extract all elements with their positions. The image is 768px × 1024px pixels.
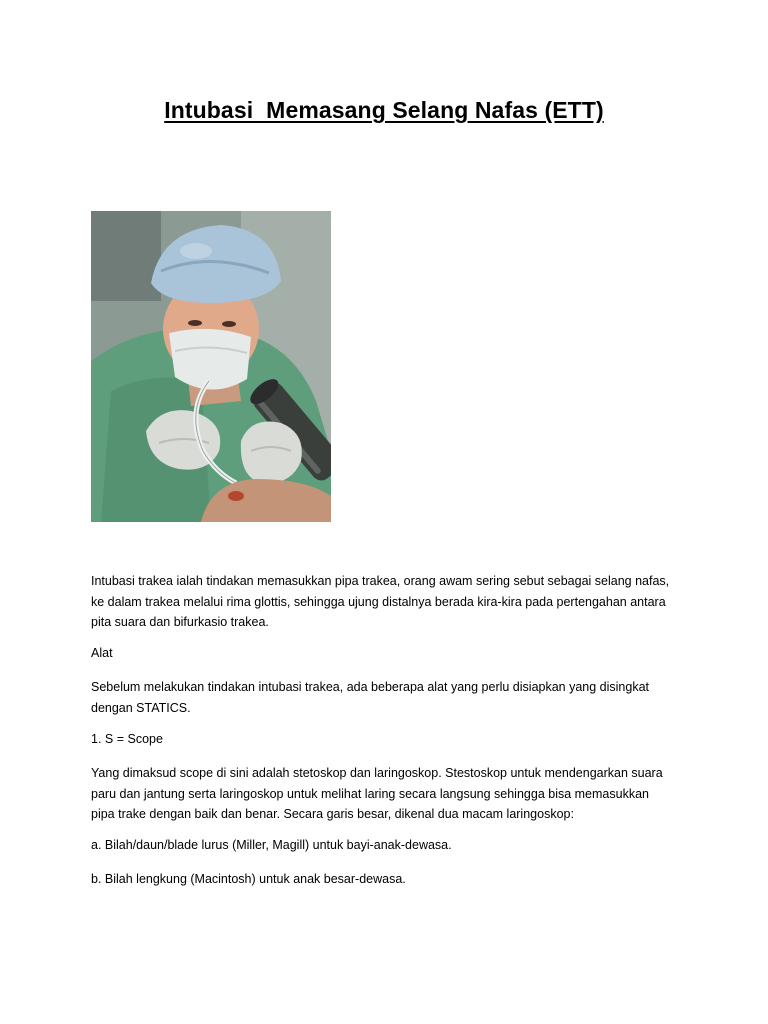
text-line: paru dan jantung serta laringoskop untuk melihat laring secara langsung sehingga bisa memasukkan	[91, 786, 649, 801]
text-line: pipa trake dengan baik dan benar. Secara garis besar, dikenal dua macam laringoskop:	[91, 807, 574, 821]
left-eye	[188, 320, 202, 326]
intubation-photo	[91, 211, 331, 522]
patient-mouth	[228, 491, 244, 501]
cap-highlight	[180, 243, 212, 259]
text-line: Alat	[91, 646, 113, 660]
text-line: b. Bilah lengkung (Macintosh) untuk anak besar-dewasa.	[91, 872, 406, 886]
paragraph-alat	[91, 643, 691, 664]
text-line: ke dalam trakea melalui rima glottis, sehingga ujung distalnya berada kira-kira pada pertengahan antara	[91, 594, 666, 609]
paragraph-blade-straight	[91, 835, 691, 856]
text-line: 1. S = Scope	[91, 732, 163, 746]
text-line: Sebelum melakukan tindakan intubasi trakea, ada beberapa alat yang perlu disiapkan yang disingkat	[91, 680, 650, 694]
paragraph-scope-description	[91, 763, 691, 825]
paragraph-intro	[91, 571, 691, 633]
text-line: Yang dimaksud scope di sini adalah stetoskop dan laringoskop. Stestoskop untuk mendengarkan suara	[91, 766, 663, 780]
text-line: dengan STATICS.	[91, 700, 191, 715]
paragraph-scope-heading	[91, 729, 691, 750]
intubation-illustration	[91, 211, 331, 522]
text-line: a. Bilah/daun/blade lurus (Miller, Magill) untuk bayi-anak-dewasa.	[91, 838, 452, 852]
text-line: Intubasi trakea ialah tindakan memasukkan pipa trakea, orang awam sering sebut sebagai selang nafas,	[91, 574, 670, 588]
photo-background-top-left	[91, 211, 161, 301]
page-title: Intubasi Memasang Selang Nafas (ETT)	[164, 97, 604, 123]
paragraph-statics	[91, 677, 691, 718]
face-mask	[169, 329, 251, 390]
right-eye	[222, 321, 236, 327]
text-line: pita suara dan bifurkasio trakea.	[91, 615, 269, 629]
paragraph-blade-curved	[91, 869, 691, 890]
